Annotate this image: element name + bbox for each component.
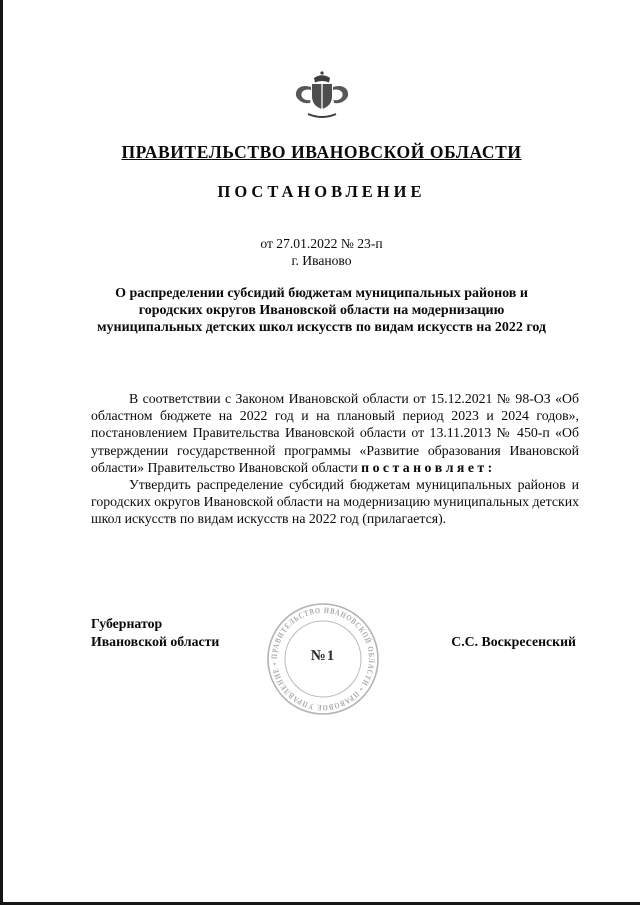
signatory-position-line2: Ивановской области <box>91 634 220 649</box>
place-of-issue: г. Иваново <box>291 253 352 268</box>
signature-block <box>91 605 576 765</box>
issuing-authority <box>3 142 640 163</box>
date-and-number: от 27.01.2022 № 23-п <box>260 236 383 251</box>
decree-word: п о с т а н о в л я е т : <box>361 459 493 475</box>
signatory-position <box>91 615 219 651</box>
signatory-name: С.С. Воскресенский <box>451 634 576 649</box>
document-body <box>91 390 579 528</box>
signatory-position-line1: Губернатор <box>91 616 163 631</box>
coat-of-arms <box>3 70 640 122</box>
body-paragraph-2: Утвердить распределение субсидий бюджетам муниципальных районов и городских округов Ивановской области на модернизацию муниципальных детских школ искусств по видам искусств на 2022 год (прилагается). <box>91 477 579 527</box>
document-subject: О распределении субсидий бюджетам муниципальных районов и городских округов Ивановской области на модернизацию муниципальных детских школ искусств по видам искусств на 2022 год <box>96 286 547 335</box>
issuing-authority-text: ПРАВИТЕЛЬСТВО ИВАНОВСКОЙ ОБЛАСТИ <box>121 142 522 162</box>
body-paragraph-1 <box>91 390 579 476</box>
stamp-ring-text: ПРАВИТЕЛЬСТВО ИВАНОВСКОЙ ОБЛАСТИ • ПРАВОВОЕ УПРАВЛЕНИЕ • <box>269 605 377 713</box>
stamp-number: №1 <box>310 648 336 664</box>
official-stamp <box>261 597 385 721</box>
coat-of-arms-icon <box>289 70 355 122</box>
document-type-title: ПОСТАНОВЛЕНИЕ <box>217 182 426 201</box>
body-paragraph-1-text: В соответствии с Законом Ивановской области от 15.12.2021 № 98-ОЗ «Об областном бюджете на 2022 год и на плановый период 2023 и 2024 годов», постановлением Правительства Ивановской области от 13.11.2013 № 450-п «Об утверждении государственной программы «Развитие образования Ивановской области» Правительство Ивановской области <box>91 391 579 475</box>
